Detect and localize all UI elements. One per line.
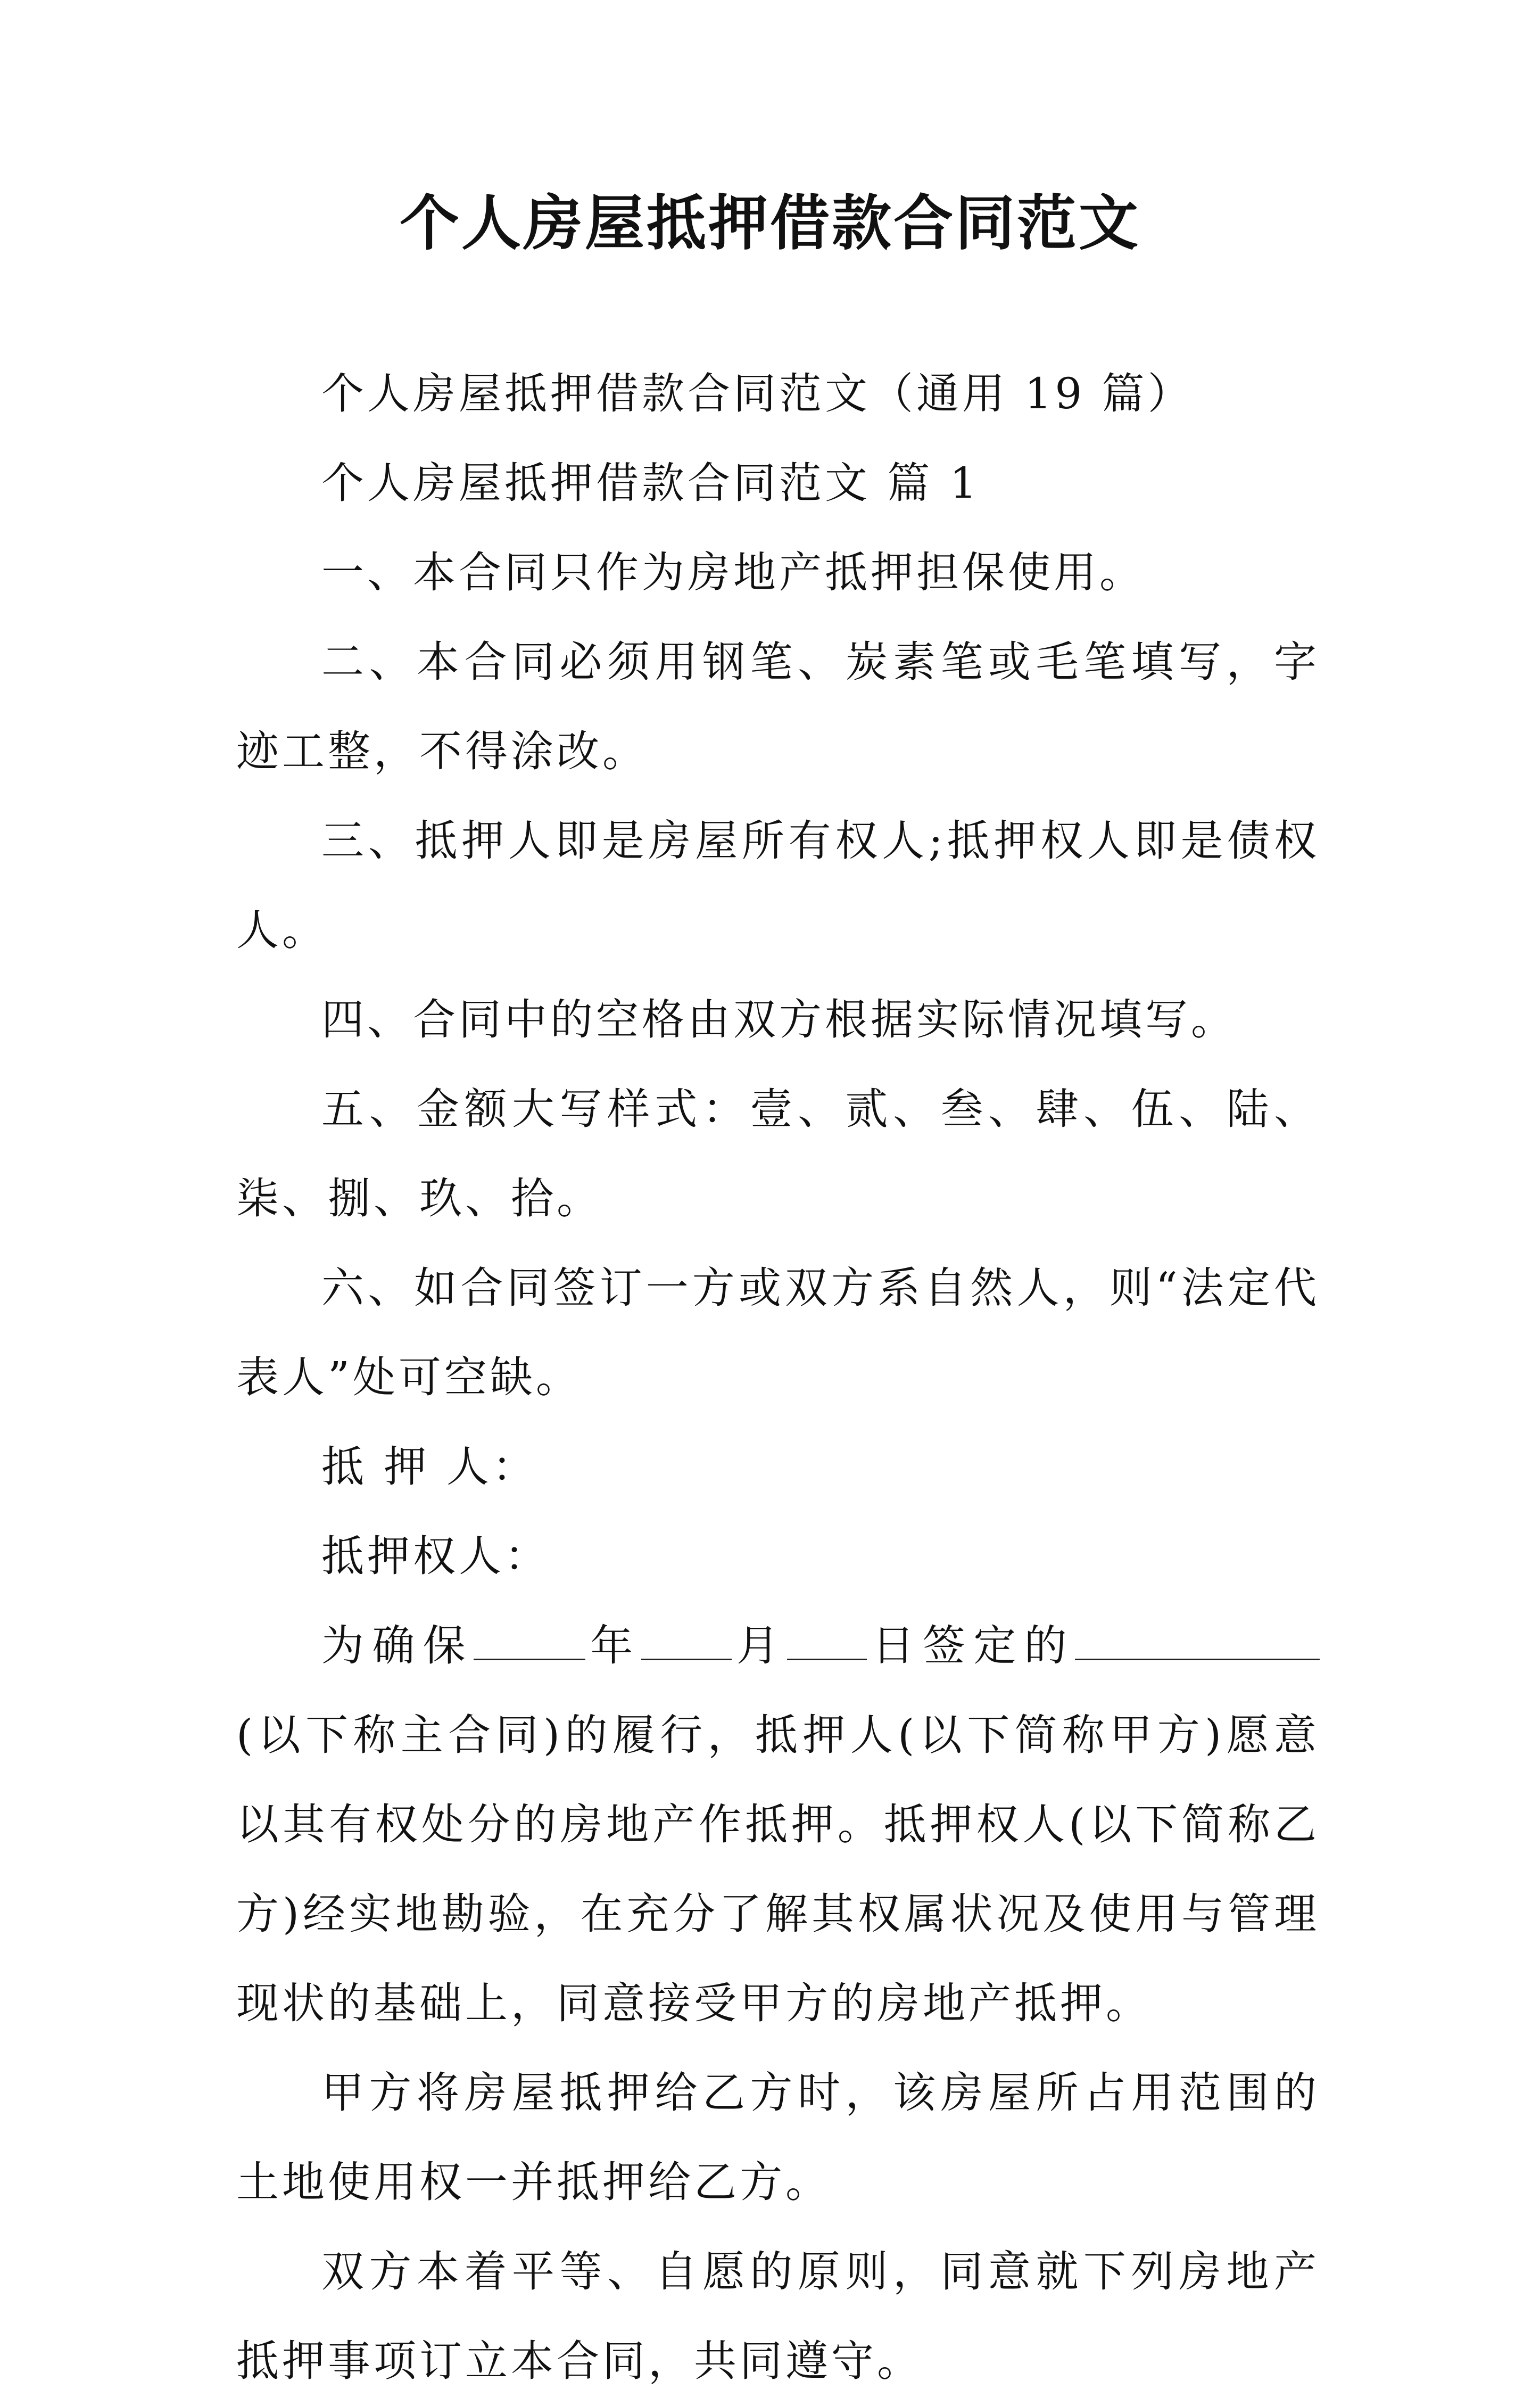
contract-name-blank — [1075, 1621, 1320, 1660]
document-body — [236, 349, 1320, 2406]
month-label: 月 — [731, 1621, 788, 1670]
mortgagee-label: 抵押权人： — [321, 1531, 550, 1581]
month-blank — [641, 1621, 732, 1660]
note-item-4: 四、合同中的空格由双方根据实际情况填写。 — [321, 995, 1237, 1044]
year-label: 年 — [585, 1621, 641, 1670]
note-item-3: 三、抵押人即是房屋所有权人;抵押权人即是债权人。 — [236, 816, 1320, 955]
mortgagor-label: 抵 押 人： — [321, 1442, 538, 1492]
land-use-paragraph: 甲方将房屋抵押给乙方时，该房屋所占用范围的土地使用权一并抵押给乙方。 — [236, 2068, 1320, 2207]
document-title: 个人房屋抵押借款合同范文 — [400, 188, 1140, 258]
note-item-6: 六、如合同签订一方或双方系自然人，则“法定代表人”处可空缺。 — [236, 1263, 1320, 1402]
year-blank — [474, 1621, 585, 1660]
day-label: 日签定的 — [867, 1621, 1075, 1670]
clause-rest: (以下称主合同)的履行，抵押人(以下简称甲方)愿意以其有权处分的房地产作抵押。抵押权人(以下简称乙方)经实地勘验，在充分了解其权属状况及使用与管理现状的基础上，同意接受甲方的房地产抵押。 — [236, 1710, 1320, 2028]
subtitle-paragraph: 个人房屋抵押借款合同范文（通用 19 篇） — [321, 369, 1194, 418]
day-blank — [787, 1621, 867, 1660]
note-item-5: 五、金额大写样式：壹、贰、叁、肆、伍、陆、柒、捌、玖、拾。 — [236, 1084, 1320, 1223]
note-item-2: 二、本合同必须用钢笔、炭素笔或毛笔填写，字迹工整，不得涂改。 — [236, 637, 1320, 776]
section-heading: 个人房屋抵押借款合同范文 篇 1 — [321, 458, 980, 508]
note-item-1: 一、本合同只作为房地产抵押担保使用。 — [321, 548, 1145, 597]
main-contract-clause — [236, 1601, 1320, 2048]
clause-prefix: 为确保 — [321, 1621, 474, 1670]
agreement-paragraph: 双方本着平等、自愿的原则，同意就下列房地产抵押事项订立本合同，共同遵守。 — [236, 2247, 1320, 2386]
